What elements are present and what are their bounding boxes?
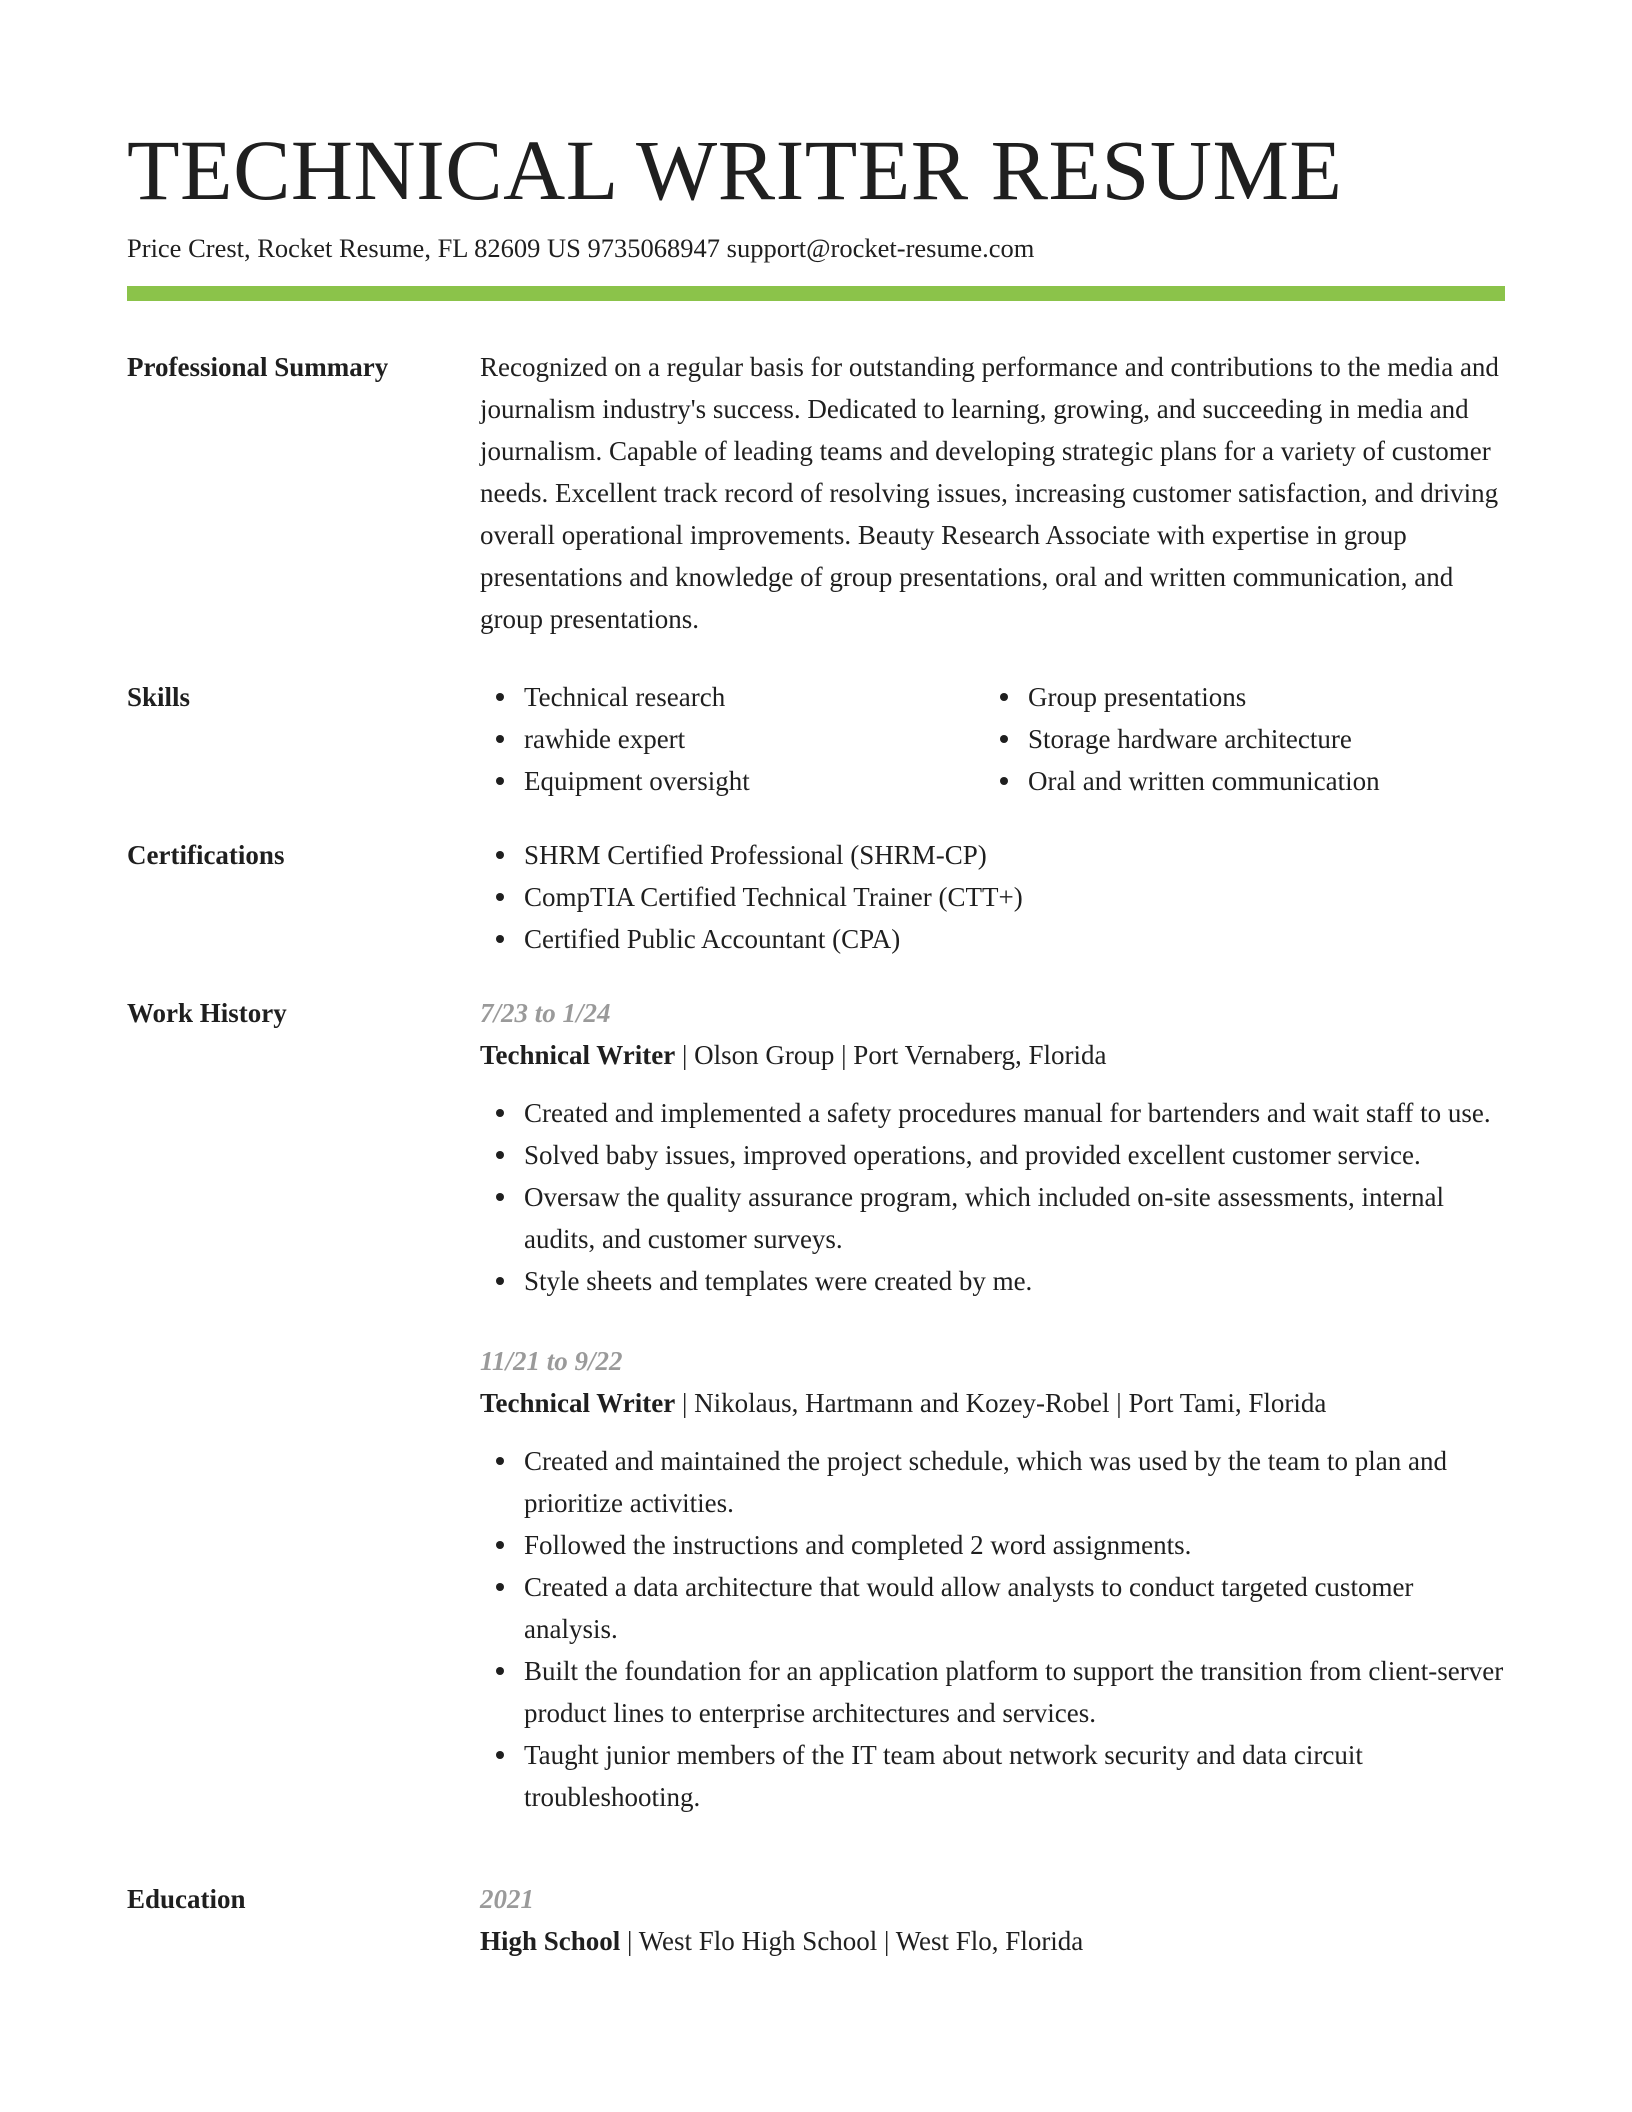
work-history-heading: Work History [127, 998, 287, 1028]
job-bullet: Style sheets and templates were created by me. [480, 1260, 1505, 1302]
certification-item: CompTIA Certified Technical Trainer (CTT+) [480, 876, 1505, 918]
skills-list-right [984, 676, 1488, 802]
job-bullet: Created a data architecture that would allow analysts to conduct targeted customer analysis. [480, 1566, 1505, 1650]
job-bullet: Built the foundation for an application platform to support the transition from client-server product lines to enterprise architectures and services. [480, 1650, 1505, 1734]
job-bullet: Created and maintained the project schedule, which was used by the team to plan and prioritize activities. [480, 1440, 1505, 1524]
resume-title: TECHNICAL WRITER RESUME [127, 122, 1343, 218]
education-line [480, 1920, 1505, 1962]
job-bullet: Followed the instructions and completed 2 word assignments. [480, 1524, 1505, 1566]
job-dates: 7/23 to 1/24 [480, 998, 611, 1028]
certifications-heading: Certifications [127, 840, 285, 870]
certification-item: SHRM Certified Professional (SHRM-CP) [480, 834, 1505, 876]
job-entry [480, 992, 1505, 1302]
job-bullets [480, 1440, 1505, 1818]
certification-item: Certified Public Accountant (CPA) [480, 918, 1505, 960]
certifications-list [480, 834, 1505, 960]
summary-heading: Professional Summary [127, 352, 389, 382]
job-bullet: Oversaw the quality assurance program, which included on-site assessments, internal audits, and customer surveys. [480, 1176, 1505, 1260]
skill-item: Oral and written communication [984, 760, 1488, 802]
job-details: | Olson Group | Port Vernaberg, Florida [675, 1040, 1107, 1070]
skill-item: Technical research [480, 676, 984, 718]
job-bullet: Taught junior members of the IT team about network security and data circuit troubleshooting. [480, 1734, 1505, 1818]
education-date: 2021 [480, 1884, 534, 1914]
skill-item: Group presentations [984, 676, 1488, 718]
job-bullet: Solved baby issues, improved operations, and provided excellent customer service. [480, 1134, 1505, 1176]
job-dates: 11/21 to 9/22 [480, 1346, 623, 1376]
skill-item: Equipment oversight [480, 760, 984, 802]
education-degree: High School [480, 1926, 621, 1956]
job-bullets [480, 1092, 1505, 1302]
contact-line: Price Crest, Rocket Resume, FL 82609 US 9735068947 support@rocket-resume.com [127, 233, 1035, 263]
job-role: Technical Writer [480, 1040, 676, 1070]
job-details: | Nikolaus, Hartmann and Kozey-Robel | Port Tami, Florida [675, 1388, 1327, 1418]
accent-divider [127, 286, 1505, 301]
education-details: | West Flo High School | West Flo, Florida [620, 1926, 1084, 1956]
job-bullet: Created and implemented a safety procedures manual for bartenders and wait staff to use. [480, 1092, 1505, 1134]
skills-list-left [480, 676, 984, 802]
skills-heading: Skills [127, 682, 191, 712]
job-role: Technical Writer [480, 1388, 676, 1418]
job-title-line [480, 1034, 1505, 1076]
job-entry [480, 1340, 1505, 1818]
education-heading: Education [127, 1884, 246, 1914]
job-title-line [480, 1382, 1505, 1424]
skill-item: rawhide expert [480, 718, 984, 760]
summary-text: Recognized on a regular basis for outstanding performance and contributions to the media and journalism industry's success. Dedicated to learning, growing, and succeeding in media and journalism. Capable of leading teams and developing strategic plans for a variety of customer needs. Excellent track record of resolving issues, increasing customer satisfaction, and driving overall operational improvements. Beauty Research Associate with expertise in group presentations and knowledge of group presentations, oral and written communication, and group presentations. [480, 352, 1499, 634]
skill-item: Storage hardware architecture [984, 718, 1488, 760]
